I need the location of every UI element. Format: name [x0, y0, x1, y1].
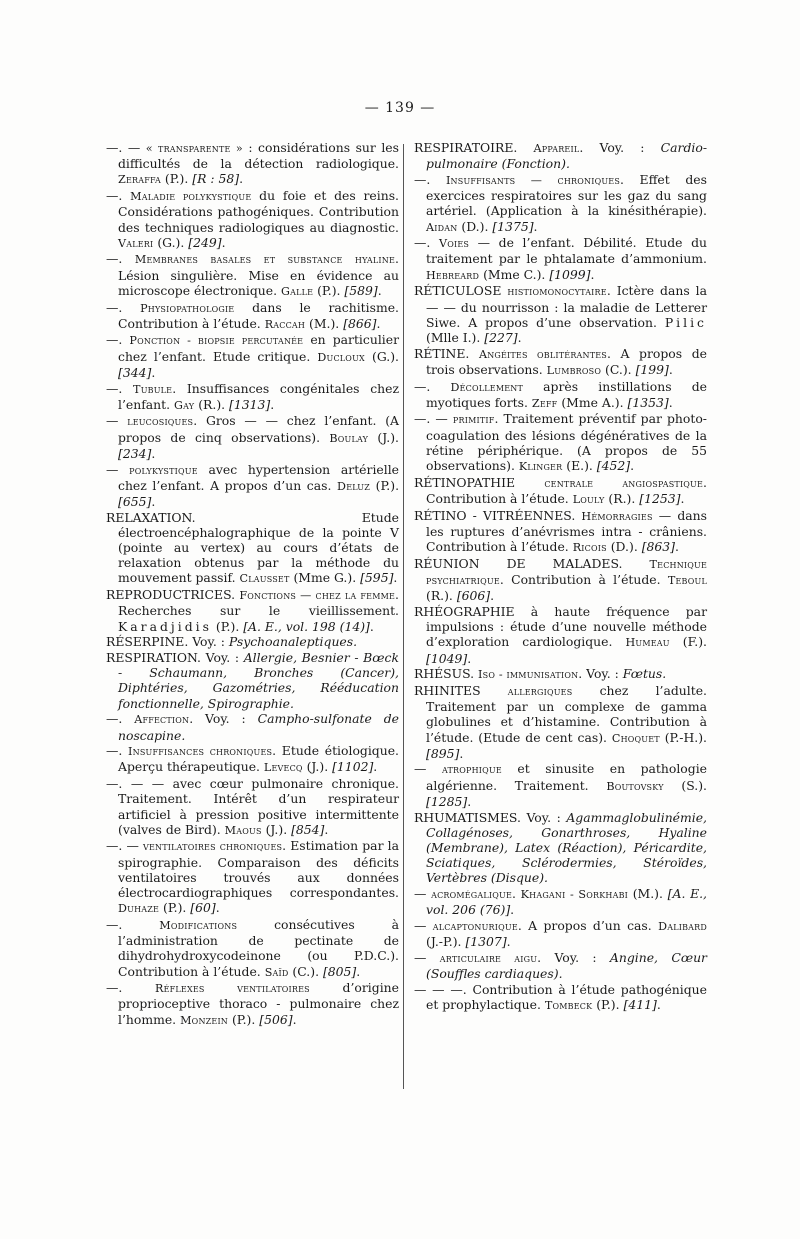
index-entry: [414, 508, 707, 556]
entry-text: (Mme A.).: [557, 394, 628, 410]
entry-text: (D.).: [606, 539, 642, 555]
entry-text: .: [151, 364, 156, 380]
entry-text: .: [656, 996, 661, 1012]
entry-text: [1307]: [465, 934, 507, 950]
index-entry: [106, 838, 399, 916]
entry-text: (J.).: [302, 759, 333, 775]
entry-text: RHÉSUS.: [414, 666, 479, 682]
entry-text: Iso - immunisation: [478, 668, 579, 682]
entry-text: Galle: [281, 284, 314, 298]
entry-text: .: [270, 396, 275, 412]
entry-text: [411]: [623, 996, 657, 1012]
entry-text: . Voy. :: [537, 949, 610, 965]
entry-text: (P.).: [370, 477, 400, 493]
entry-text: .: [376, 315, 381, 331]
entry-text: .: [369, 618, 374, 634]
index-entry: [414, 918, 707, 949]
entry-text: —. —: [414, 411, 453, 427]
entry-text: Pilic: [664, 314, 707, 330]
entry-text: Levecq: [263, 761, 303, 775]
entry-text: .: [590, 266, 595, 282]
entry-text: Duhaze: [118, 902, 160, 916]
index-entry: [414, 604, 707, 666]
entry-text: —.: [106, 743, 129, 759]
entry-text: —.: [106, 916, 160, 932]
entry-text: Décollement: [450, 380, 523, 394]
entry-text: [595]: [360, 570, 394, 586]
entry-text: (D.).: [457, 218, 493, 234]
entry-text: .: [506, 934, 511, 950]
entry-text: .: [221, 234, 226, 250]
entry-text: Clausset: [239, 572, 290, 586]
entry-text: .: [239, 171, 244, 187]
entry-text: .: [668, 394, 673, 410]
entry-text: (J.).: [368, 429, 399, 445]
entry-text: [606]: [456, 588, 491, 604]
entry-text: d’origine proprioceptive thoraco - pulmonaire chez l’homme.: [118, 980, 399, 1027]
entry-text: (M.).: [305, 315, 344, 331]
entry-text: [452]: [596, 458, 631, 474]
entry-text: . Recherches sur le vieillissement.: [118, 587, 399, 619]
entry-text: —: [414, 949, 440, 965]
entry-text: —: [414, 886, 432, 902]
entry-text: . Contribution à l’étude.: [499, 571, 668, 587]
index-entry: [106, 300, 399, 332]
entry-text: Dalibard: [658, 919, 707, 933]
entry-text: .: [151, 493, 156, 509]
entry-text: centrale angiospastique: [544, 476, 704, 490]
entry-text: consécutives à l’administration de pectinate de dihydrohydroxycodeinone (ou P.D.C.). Contribution à l’étude.: [118, 916, 399, 979]
index-entry: [106, 510, 399, 587]
entry-text: (R.).: [604, 490, 640, 506]
entry-text: RHINITES: [414, 682, 508, 698]
entry-text: . A propos d’un cas.: [517, 917, 659, 933]
column-divider: [403, 144, 404, 1089]
entry-text: Maous: [224, 823, 262, 837]
entry-text: [1375]: [492, 218, 534, 234]
entry-text: —: [414, 761, 442, 777]
entry-text: (E.).: [562, 458, 597, 474]
entry-text: Tubule: [133, 382, 173, 396]
entry-text: [227]: [484, 329, 518, 345]
entry-text: après instillations de myotiques forts.: [426, 378, 707, 410]
entry-text: Cardio-pulmonaire (Fonction).: [426, 140, 708, 172]
entry-text: .: [215, 900, 220, 916]
entry-text: .: [151, 445, 156, 461]
entry-text: Angine, Cœur (Souffles cardiaques).: [426, 949, 707, 982]
entry-text: du foie et des reins. Considérations pathogéniques. Contribution des techniques radiologiques au diagnostic.: [118, 188, 399, 235]
entry-text: Appareil: [533, 142, 580, 155]
entry-text: .: [324, 821, 329, 837]
entry-text: (J.-P.).: [426, 934, 466, 950]
entry-text: [895]: [426, 745, 460, 761]
entry-text: Membranes basales et substance hyaline: [134, 253, 396, 267]
index-column-left: [106, 140, 399, 1028]
entry-text: acromégalique: [431, 888, 512, 902]
entry-text: : considérations sur les difficultés de la détection radiologique.: [118, 140, 399, 172]
entry-text: [589]: [344, 282, 378, 298]
entry-text: .: [467, 793, 472, 809]
entry-text: Tombeck: [544, 998, 593, 1012]
entry-text: [506]: [259, 1011, 293, 1027]
entry-text: (P.).: [159, 900, 191, 916]
entry-text: (R.).: [194, 396, 230, 412]
entry-text: [234]: [118, 445, 152, 461]
entry-text: [199]: [635, 361, 669, 377]
entry-text: . Voy. :: [579, 140, 661, 155]
entry-text: —.: [414, 235, 439, 251]
entry-text: [1102]: [332, 759, 374, 775]
entry-text: en particulier chez l’enfant. Etude critique.: [118, 332, 399, 364]
entry-text: —.: [106, 380, 134, 396]
entry-text: —.: [414, 171, 446, 187]
entry-text: .: [533, 218, 538, 234]
entry-text: .: [517, 329, 522, 345]
entry-text: Fonctions — chez la femme: [239, 589, 396, 603]
entry-text: (M.).: [628, 886, 668, 902]
entry-text: Klinger: [518, 460, 563, 474]
entry-text: .: [680, 490, 685, 506]
entry-text: (P.).: [211, 618, 244, 634]
entry-text: Modifications: [159, 918, 238, 932]
entry-text: Lumbroso: [546, 363, 602, 377]
entry-text: RÉTINE.: [414, 345, 479, 361]
entry-text: .: [512, 886, 521, 902]
entry-text: primitif: [452, 413, 495, 427]
entry-text: RHÉOGRAPHIE à haute fréquence par impulsions : étude d’une nouvelle méthode d’exploration cardiologique.: [414, 603, 707, 650]
index-entry: [106, 332, 399, 380]
entry-text: chez l’adulte. Traitement par un complexe de gamma globulines et d’histamine. Contribution à l’étude. (Etude de cent cas).: [426, 682, 707, 745]
entry-text: . Estimation par la spirographie. Comparaison des déficits ventilatoires trouvés aux données électrocardiographiques correspondantes.: [118, 838, 399, 901]
index-entry: [414, 810, 707, 886]
index-entry: [414, 556, 707, 604]
entry-text: (Mme G.).: [289, 570, 361, 586]
index-entry: [414, 346, 707, 378]
index-entry: [106, 634, 399, 649]
entry-text: Technique psychiatrique: [426, 557, 707, 587]
entry-text: Campho-sulfonate de noscapine.: [118, 711, 399, 743]
index-column-right: [414, 140, 707, 1014]
entry-text: (Mlle I.).: [426, 329, 485, 345]
entry-text: Teboul: [667, 573, 707, 587]
entry-text: . Contribution à l’étude.: [426, 474, 707, 506]
entry-text: leucosiques: [127, 415, 194, 429]
entry-text: articulaire aigu: [439, 951, 538, 965]
entry-text: [R : 58]: [192, 171, 240, 187]
index-entry: [414, 172, 707, 235]
entry-text: —. —: [106, 838, 143, 854]
index-entry: [106, 980, 399, 1028]
entry-text: (C.).: [601, 361, 636, 377]
entry-text: .: [377, 282, 382, 298]
entry-text: Angéites oblitérantes: [478, 347, 607, 361]
entry-text: . Voy. :: [189, 711, 258, 727]
entry-text: . Ictère dans la — — du nourrisson : la maladie de Letterer Siwe. A propos d’une observation.: [426, 283, 707, 330]
index-entry: [414, 235, 707, 283]
entry-text: Boulay: [329, 431, 369, 445]
entry-text: [1285]: [426, 793, 468, 809]
entry-text: (P.).: [592, 996, 624, 1012]
entry-text: .: [373, 759, 378, 775]
entry-text: Agammaglobulinémie, Collagénoses, Gonarthroses, Hyaline (Membrane), Latex (Réaction), Péricardite, Sciatiques, Sclérodermies, Stéroïdes, Vertèbres (Disque).: [426, 809, 707, 886]
entry-text: [863]: [641, 539, 676, 555]
entry-text: RESPIRATION. Voy. :: [106, 650, 244, 665]
entry-text: .: [668, 361, 673, 377]
entry-text: Monzein: [180, 1013, 229, 1027]
entry-text: RÉTINO - VITRÉENNES.: [414, 507, 582, 523]
entry-text: Hebreard: [426, 268, 480, 282]
entry-text: —.: [106, 711, 135, 727]
entry-text: Insuffisances chroniques: [128, 745, 273, 759]
index-entry: [106, 251, 399, 299]
entry-text: —.: [106, 299, 141, 315]
entry-text: [805]: [322, 963, 357, 979]
entry-text: RÉTINOPATHIE: [414, 474, 545, 490]
entry-text: RÉSERPINE. Voy. :: [106, 634, 229, 650]
entry-text: Physiopathologie: [140, 301, 235, 315]
entry-text: (P.).: [228, 1011, 260, 1027]
entry-text: . Insuffisances congénitales chez l’enfant.: [118, 380, 399, 412]
entry-text: .: [467, 650, 472, 666]
entry-text: Aidan: [426, 220, 458, 234]
entry-text: [A. E., vol. 198 (14)]: [243, 618, 370, 634]
entry-text: [1313]: [229, 396, 271, 412]
entry-text: Humeau: [625, 636, 670, 650]
entry-text: —.: [106, 980, 156, 996]
entry-text: [1353]: [627, 394, 669, 410]
entry-text: [249]: [188, 234, 222, 250]
index-entry: [414, 666, 707, 682]
entry-text: . Traitement préventif par photo-coagulation des lésions dégénératives de la rétine périphérique. (A propos de 55 observations).: [426, 411, 707, 474]
entry-text: .: [675, 539, 679, 555]
entry-text: polykystique: [129, 463, 198, 477]
entry-text: Karadjidis: [118, 618, 212, 634]
entry-text: (F.).: [669, 634, 707, 650]
entry-text: Boutovsky: [606, 779, 664, 793]
entry-text: alcaptonurique: [432, 919, 518, 933]
entry-text: Saïd: [264, 965, 289, 979]
entry-text: —: [106, 461, 130, 477]
entry-text: Raccah: [264, 317, 306, 331]
entry-text: —. —: [106, 140, 146, 155]
entry-text: [344]: [118, 364, 152, 380]
entry-text: Zeff: [531, 396, 558, 410]
entry-text: (S.).: [663, 777, 707, 793]
index-entry: [414, 982, 707, 1013]
entry-text: RÉUNION DE MALADES.: [414, 555, 650, 571]
entry-text: allergiques: [507, 684, 573, 698]
index-entry: [414, 886, 707, 917]
entry-text: . Effet des exercices respiratoires sur les gaz du sang artériel. (Application à la kinésithérapie).: [426, 171, 707, 219]
index-entry: [106, 650, 399, 711]
entry-text: (R.).: [426, 588, 457, 604]
entry-text: « transparente »: [145, 142, 243, 155]
entry-text: [866]: [343, 315, 377, 331]
entry-text: Psychoanaleptiques.: [228, 634, 358, 650]
entry-text: [1099]: [549, 266, 591, 282]
entry-text: Voies: [438, 237, 470, 251]
entry-text: (Mme C.).: [479, 266, 550, 282]
entry-text: Gay: [174, 398, 195, 412]
entry-text: . Voy. :: [578, 666, 623, 682]
index-entry: [106, 711, 399, 742]
index-entry: [106, 917, 399, 980]
entry-text: —.: [106, 188, 131, 204]
entry-text: RELAXATION. Etude électroencéphalographique de la pointe V (pointe au vertex) au cours d’états de relaxation obtenus par la méthode du mouvement passif.: [106, 509, 399, 586]
index-entry: [414, 283, 707, 345]
entry-text: . A propos de trois observations.: [426, 345, 707, 377]
entry-text: Zeraffa: [118, 173, 161, 187]
entry-text: Ricois: [572, 541, 607, 555]
index-entry: [414, 140, 707, 171]
entry-text: Insuffisants — chroniques: [445, 173, 620, 187]
index-entry: [106, 413, 399, 461]
entry-text: [1253]: [639, 490, 681, 506]
entry-text: Deluz: [337, 479, 371, 493]
index-entry: [106, 776, 399, 838]
entry-text: .: [356, 963, 361, 979]
entry-text: [1049]: [426, 650, 468, 666]
entry-text: . Etude étiologique. Aperçu thérapeutique.: [118, 743, 399, 775]
entry-text: (G.).: [364, 348, 399, 364]
entry-text: .: [459, 745, 464, 761]
entry-text: atrophique: [441, 763, 502, 777]
entry-text: Ponction - biopsie percutanée: [129, 334, 304, 348]
entry-text: Louly: [572, 492, 605, 506]
entry-text: (P.).: [313, 282, 345, 298]
entry-text: — — —. Contribution à l’étude pathogénique et prophylactique.: [414, 981, 707, 1012]
entry-text: RÉTICULOSE: [414, 283, 508, 299]
entry-text: —.: [106, 332, 130, 348]
entry-text: et sinusite en pathologie algérienne. Traitement.: [426, 761, 707, 793]
entry-text: [A. E., vol. 206 (76)]: [426, 886, 707, 918]
entry-text: —: [106, 413, 128, 429]
entry-text: .: [630, 458, 635, 474]
entry-text: Maladie polykystique: [130, 190, 252, 204]
entry-text: avec hypertension artérielle chez l’enfant. A propos d’un cas.: [118, 461, 399, 493]
index-entry: [414, 411, 707, 474]
entry-text: Hémorragies: [581, 509, 653, 523]
entry-text: Affection: [134, 713, 190, 727]
entry-text: —. — — avec cœur pulmonaire chronique. Traitement. Intérêt d’un respirateur artificiel à pression positive intermittente (valves de Bird).: [106, 776, 399, 837]
index-entry: [106, 140, 399, 188]
entry-text: (P.).: [160, 171, 193, 187]
entry-text: —.: [106, 251, 135, 267]
entry-text: RHUMATISMES. Voy. :: [414, 809, 567, 825]
entry-text: [60]: [190, 900, 216, 916]
entry-text: (C.).: [288, 963, 323, 979]
entry-text: — de l’enfant. Débilité. Etude du traitement par le phtalamate d’ammonium.: [426, 235, 707, 267]
index-entry: [414, 475, 707, 507]
index-entry: [106, 587, 399, 634]
entry-text: dans le rachitisme. Contribution à l’étude.: [118, 299, 399, 331]
entry-text: .: [510, 902, 515, 918]
entry-text: . Lésion singulière. Mise en évidence au microscope électronique.: [118, 251, 399, 298]
entry-text: Fœtus.: [622, 666, 667, 682]
entry-text: Valeri: [118, 236, 154, 250]
entry-text: REPRODUCTRICES.: [106, 587, 240, 603]
entry-text: — dans les ruptures d’anévrismes intra - crâniens. Contribution à l’étude.: [426, 507, 707, 555]
entry-text: histiomonocytaire: [507, 285, 607, 299]
entry-text: Ducloux: [317, 350, 365, 364]
index-entry: [106, 381, 399, 413]
index-entry: [414, 761, 707, 809]
entry-text: Choquet: [611, 731, 660, 745]
entry-text: RESPIRATOIRE.: [414, 140, 534, 155]
index-entry: [106, 462, 399, 510]
entry-text: (P.-H.).: [659, 729, 707, 745]
entry-text: —.: [414, 378, 451, 394]
entry-text: .: [490, 588, 495, 604]
index-entry: [414, 379, 707, 411]
entry-text: Allergie, Besnier - Bœck - Schaumann, Bronches (Cancer), Diphtéries, Gazométries, Rééducation fonctionnelle, Spirographie.: [118, 650, 399, 711]
entry-text: . Gros — — chez l’enfant. (A propos de cinq observations).: [118, 413, 399, 445]
entry-text: [655]: [118, 493, 152, 509]
entry-text: .: [292, 1011, 297, 1027]
entry-text: ventilatoires chroniques: [143, 840, 283, 854]
entry-text: Khagani - Sorkhabi: [520, 888, 629, 902]
index-entry: [414, 950, 707, 981]
entry-text: (G.).: [153, 234, 189, 250]
index-entry: [106, 188, 399, 251]
entry-text: —: [414, 917, 433, 933]
entry-text: Réflexes ventilatoires: [155, 982, 310, 996]
page-number: — 139 —: [364, 100, 436, 116]
entry-text: (J.).: [261, 821, 292, 837]
index-entry: [106, 743, 399, 775]
entry-text: [854]: [291, 821, 325, 837]
entry-text: .: [393, 570, 398, 586]
index-entry: [414, 683, 707, 761]
